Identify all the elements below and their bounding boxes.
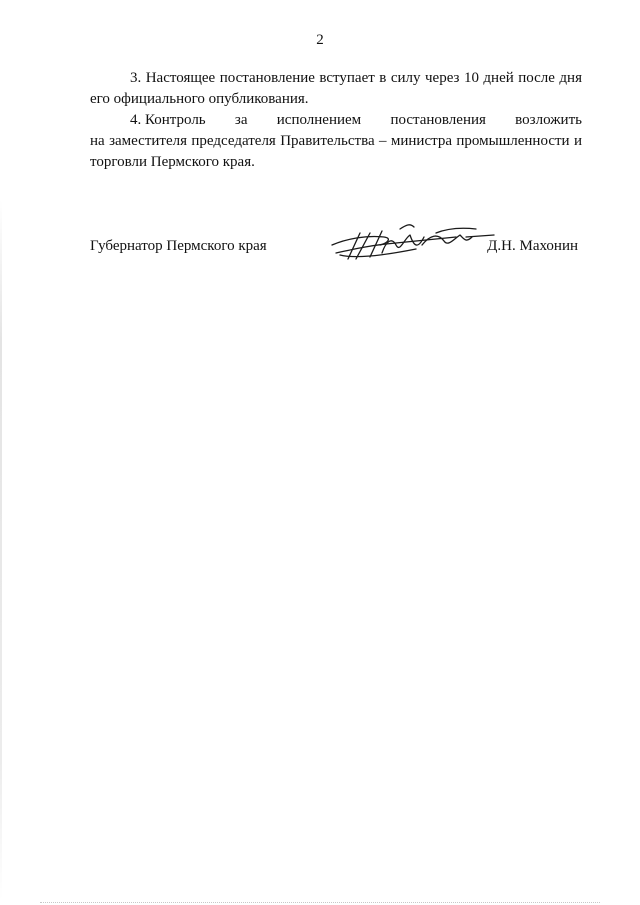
paragraph-4-word: исполнением xyxy=(276,112,362,128)
scan-edge xyxy=(0,200,2,900)
paragraph-4 xyxy=(90,110,582,173)
scan-bottom-edge xyxy=(40,901,600,903)
paragraph-3: 3. Настоящее постановление вступает в силу через 10 дней после дня его официального опубликования. xyxy=(90,70,582,107)
paragraph-4-first-line xyxy=(90,110,582,131)
signer-position: Губернатор Пермского края xyxy=(90,238,267,254)
paragraph-4-word: постановления xyxy=(390,112,486,128)
paragraph-4-continuation: на заместителя председателя Правительства – министра промышленности и торговли Пермского края. xyxy=(90,133,582,170)
page-number: 2 xyxy=(316,32,324,48)
signature-block xyxy=(90,233,582,263)
paragraph-4-word: возложить xyxy=(515,112,582,128)
paragraph-4-word: 4. Контроль xyxy=(130,112,206,128)
signer-name: Д.Н. Махонин xyxy=(487,238,578,254)
paragraph-4-word: за xyxy=(234,112,248,128)
handwritten-signature xyxy=(326,219,496,267)
